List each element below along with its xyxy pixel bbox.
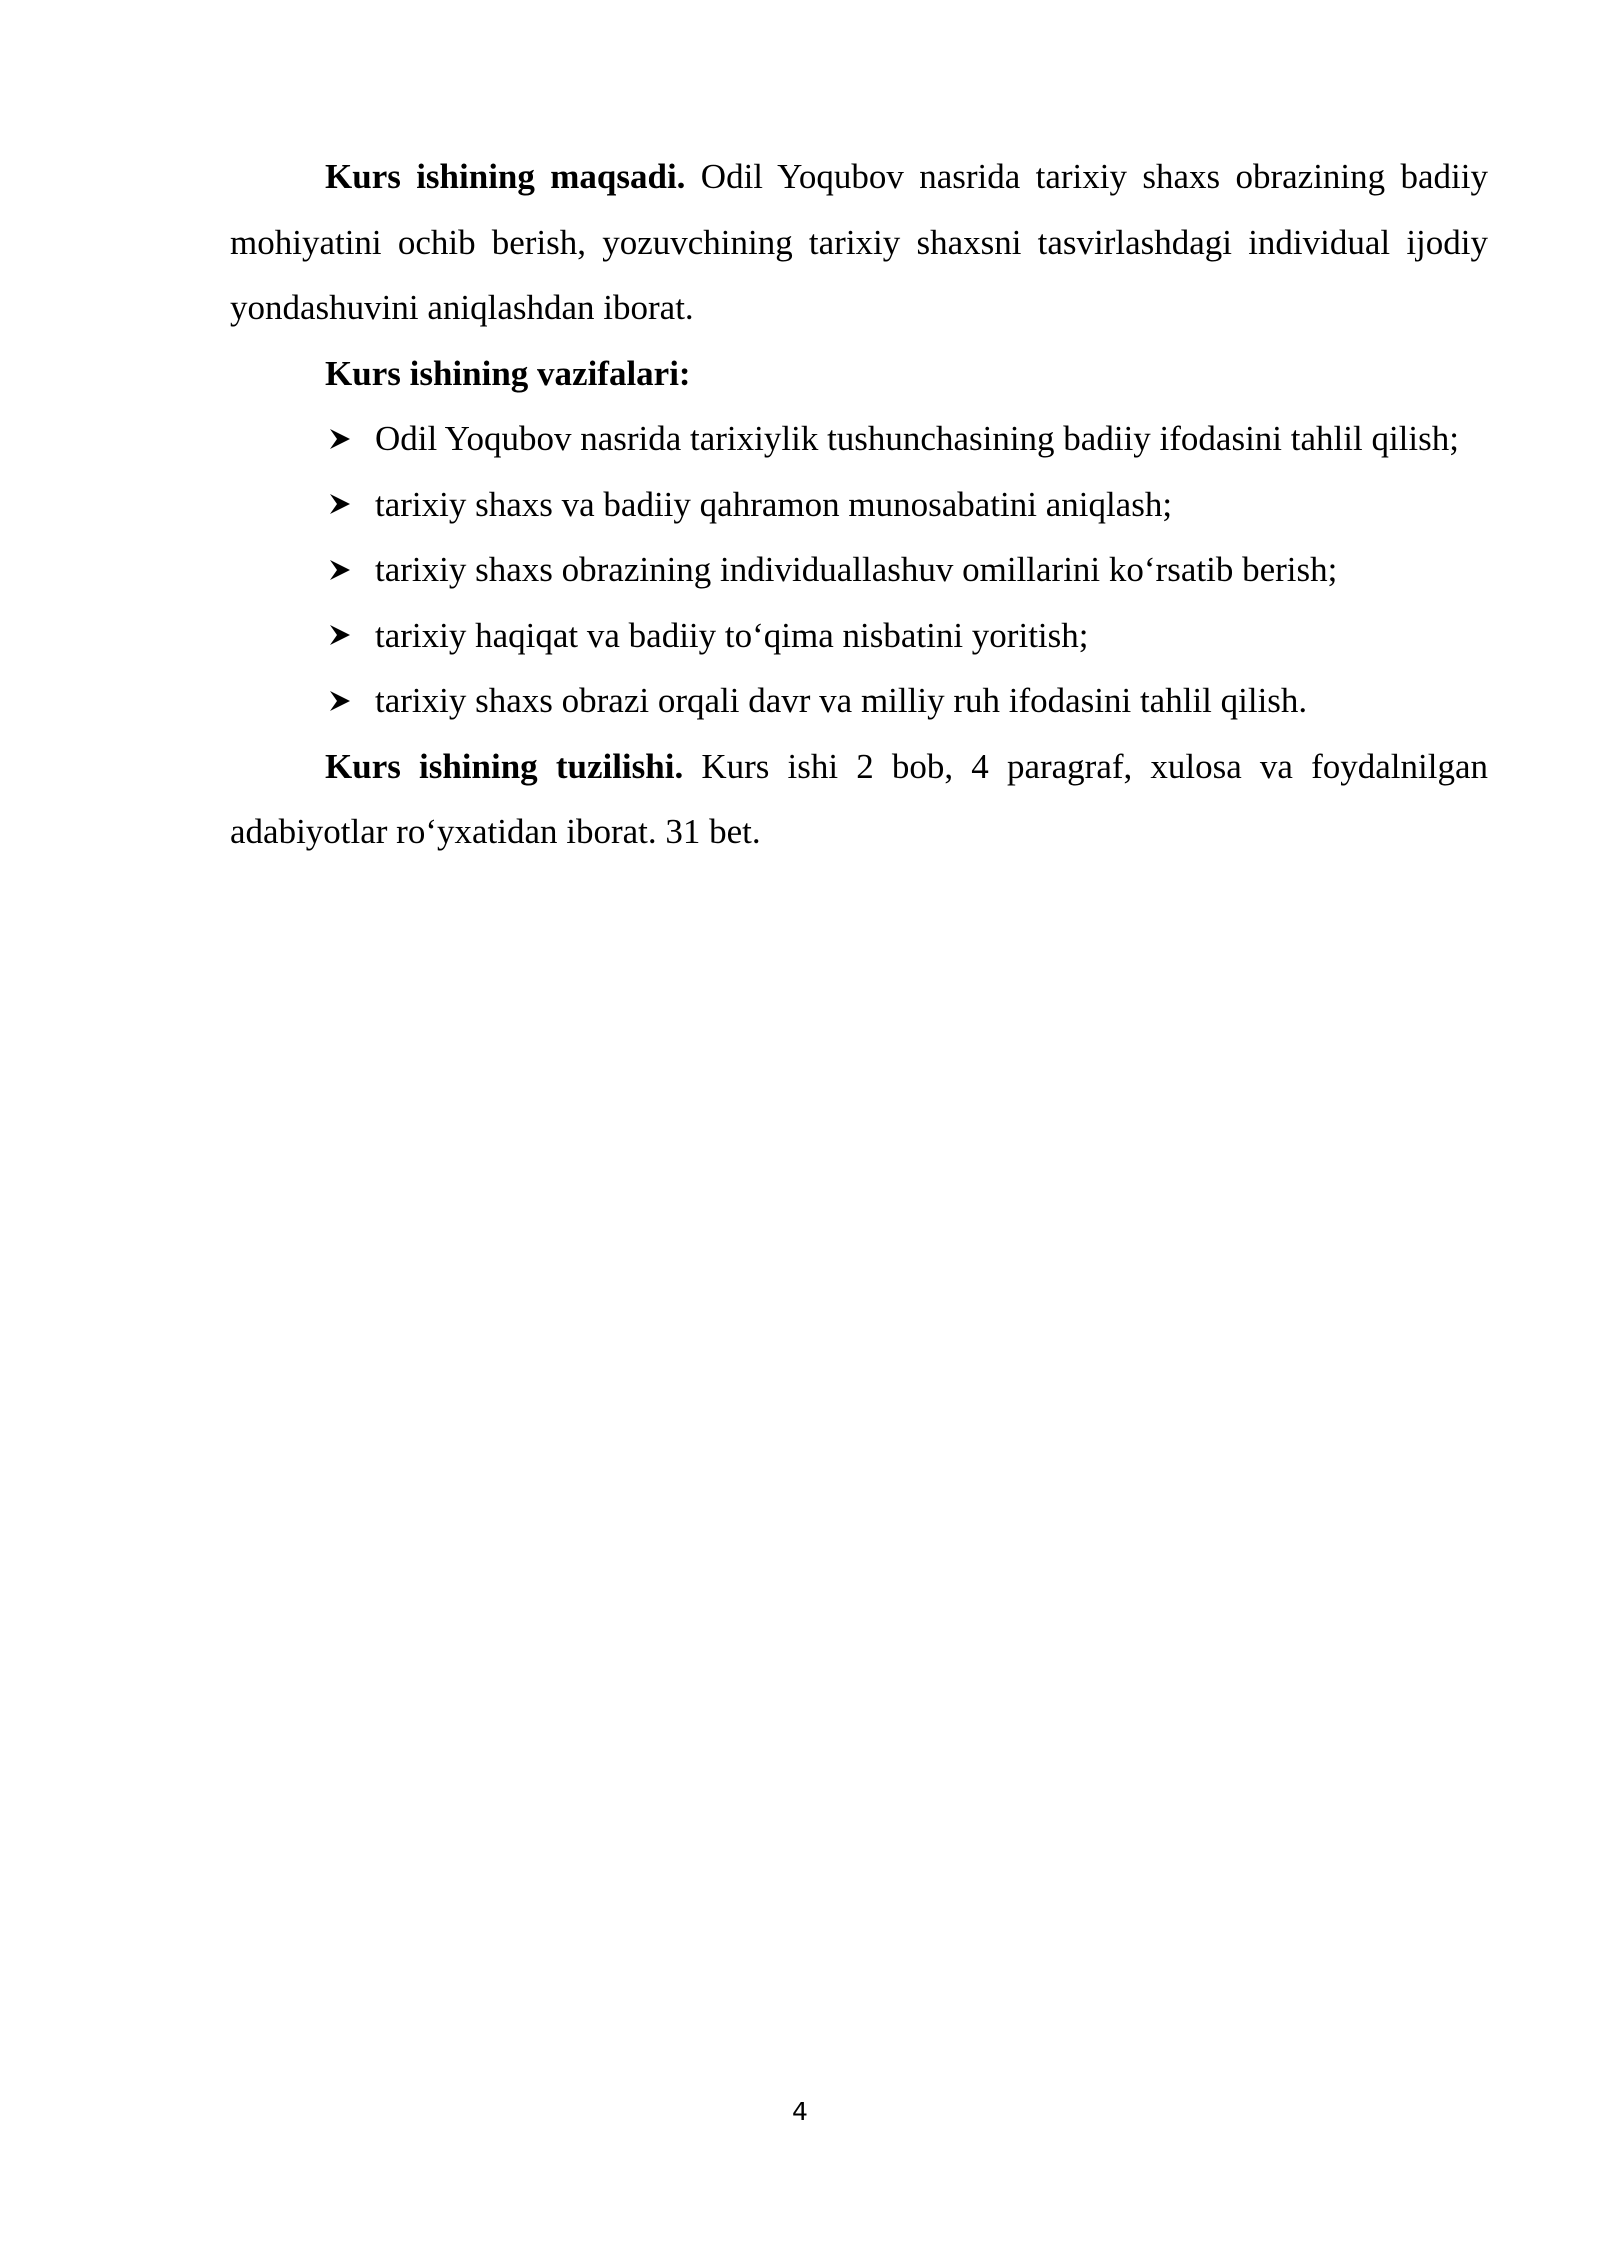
arrowhead-bullet-icon [328, 406, 358, 472]
list-item [230, 406, 1488, 472]
list-item [230, 537, 1488, 603]
tasks-list [230, 406, 1488, 734]
arrowhead-bullet-icon [328, 537, 358, 603]
list-item [230, 668, 1488, 734]
purpose-heading: Kurs ishining maqsadi. [325, 157, 686, 196]
structure-text: Kurs ishi 2 bob, 4 paragraf, xulosa va foydalnilgan adabiyotlar ro‘yxatidan iborat. 31 bet. [230, 746, 1488, 851]
task-text: tarixiy haqiqat va badiiy to‘qima nisbatini yoritish; [375, 615, 1089, 655]
list-item [230, 603, 1488, 669]
structure-paragraph [230, 734, 1488, 865]
purpose-paragraph [230, 144, 1488, 341]
structure-heading: Kurs ishining tuzilishi. [325, 746, 684, 786]
task-text: tarixiy shaxs obrazining individuallashuv omillarini ko‘rsatib berish; [375, 550, 1338, 589]
purpose-text: Odil Yoqubov nasrida tarixiy shaxs obrazining badiiy mohiyatini ochib berish, yozuvchining tarixiy shaxsni tasvirlashdagi individual ijodiy yondashuvini aniqlashdan iborat. [230, 157, 1489, 327]
arrowhead-bullet-icon [328, 668, 358, 734]
tasks-heading: Kurs ishining vazifalari: [325, 353, 691, 393]
task-text: tarixiy shaxs va badiiy qahramon munosabatini aniqlash; [375, 484, 1173, 524]
task-text: Odil Yoqubov nasrida tarixiylik tushunchasining badiiy ifodasini tahlil qilish; [375, 419, 1459, 458]
page-body [230, 144, 1488, 865]
task-text: tarixiy shaxs obrazi orqali davr va milliy ruh ifodasini tahlil qilish. [375, 681, 1308, 720]
page-number: 4 [792, 2097, 808, 2126]
arrowhead-bullet-icon [328, 472, 358, 538]
list-item [230, 472, 1488, 538]
arrowhead-bullet-icon [328, 603, 358, 669]
